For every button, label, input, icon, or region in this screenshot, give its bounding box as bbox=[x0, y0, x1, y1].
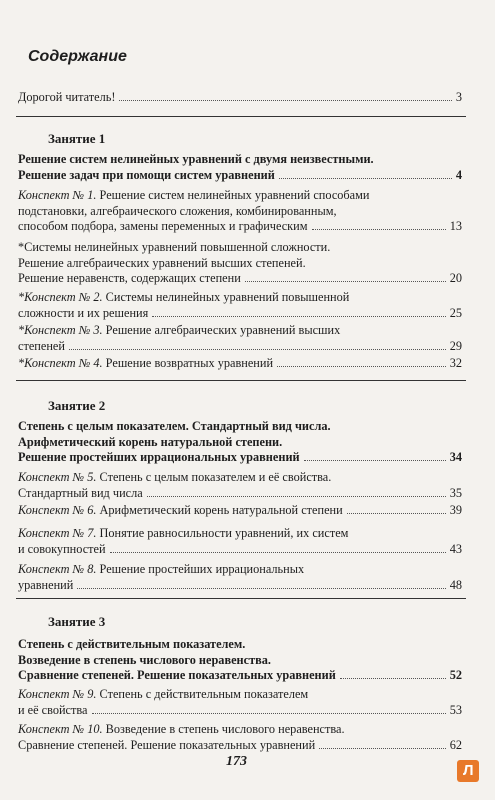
toc-page-number: 52 bbox=[449, 668, 462, 682]
toc-entry bbox=[18, 503, 462, 519]
konspekt-label: *Конспект № 3. bbox=[18, 323, 103, 337]
toc-line: Степень с целым показателем и её свойства. bbox=[96, 470, 332, 484]
toc-page-number: 53 bbox=[449, 702, 462, 717]
toc-page-number: 43 bbox=[449, 541, 462, 556]
publisher-logo-icon bbox=[457, 760, 479, 782]
leader-dots bbox=[279, 177, 452, 179]
leader-dots bbox=[347, 512, 446, 514]
leader-dots bbox=[340, 677, 446, 679]
toc-entry bbox=[18, 470, 462, 501]
toc-entry-intro bbox=[18, 90, 462, 106]
toc-line: степеней bbox=[18, 338, 65, 353]
section-heading-2: Занятие 2 bbox=[48, 398, 106, 413]
toc-line: Степень с действительным показателем. bbox=[18, 637, 246, 651]
toc-line: Возведение в степень числового неравенства. bbox=[18, 652, 271, 667]
toc-line: Сравнение степеней. Решение показательных уравнений bbox=[18, 737, 316, 752]
konspekt-label: *Конспект № 2. bbox=[18, 290, 103, 304]
toc-line: Степень с целым показателем. Стандартный вид числа. bbox=[18, 419, 331, 433]
toc-line: Решение неравенств, содержащих степени bbox=[18, 271, 241, 285]
leader-dots bbox=[304, 459, 446, 461]
section-divider bbox=[16, 116, 466, 117]
leader-dots bbox=[319, 747, 446, 749]
toc-entry bbox=[18, 687, 462, 718]
leader-dots bbox=[69, 348, 446, 350]
toc-line: Возведение в степень числового неравенства. bbox=[102, 722, 345, 736]
leader-dots bbox=[245, 280, 446, 282]
toc-page-number: 3 bbox=[455, 90, 462, 104]
toc-line: Решение систем нелинейных уравнений с двумя неизвестными. bbox=[18, 152, 374, 166]
toc-entry-text: Дорогой читатель! bbox=[18, 90, 116, 104]
toc-line: Арифметический корень натуральной степени bbox=[96, 503, 343, 517]
leader-dots bbox=[277, 365, 446, 367]
toc-line: и совокупностей bbox=[18, 541, 106, 556]
toc-line: Решение алгебраических уравнений высших bbox=[102, 323, 341, 337]
toc-entry bbox=[18, 419, 462, 466]
page-title: Содержание bbox=[28, 48, 127, 65]
toc-line: Понятие равносильности уравнений, их систем bbox=[96, 526, 349, 540]
toc-page-number: 34 bbox=[449, 450, 462, 464]
section-heading-3: Занятие 3 bbox=[48, 614, 106, 629]
toc-page-number: 4 bbox=[455, 167, 462, 182]
toc-entry bbox=[18, 152, 462, 183]
toc-page-number: 29 bbox=[449, 338, 462, 353]
leader-dots bbox=[110, 551, 446, 553]
toc-line: Арифметический корень натуральной степени. bbox=[18, 434, 283, 449]
section-heading-1: Занятие 1 bbox=[48, 131, 106, 146]
konspekt-label: Конспект № 6. bbox=[18, 503, 97, 517]
toc-line: Решение простейших иррациональных bbox=[96, 562, 305, 576]
toc-line: Решение простейших иррациональных уравнений bbox=[18, 450, 300, 464]
toc-line: способом подбора, замены переменных и графическим bbox=[18, 219, 308, 233]
toc-entry bbox=[18, 290, 462, 321]
toc-entry bbox=[18, 526, 462, 557]
toc-line: Степень с действительным показателем bbox=[96, 687, 309, 701]
logo-letter: Л bbox=[463, 762, 474, 779]
toc-page-number: 13 bbox=[449, 219, 462, 233]
toc-line: Сравнение степеней. Решение показательных уравнений bbox=[18, 668, 336, 682]
toc-page-number: 39 bbox=[449, 503, 462, 517]
toc-page-number: 32 bbox=[449, 356, 462, 370]
leader-dots bbox=[312, 228, 446, 230]
toc-line: Решение систем нелинейных уравнений способами bbox=[96, 188, 370, 202]
toc-line: подстановки, алгебраического сложения, комбинированным, bbox=[18, 203, 337, 218]
konspekt-label: Конспект № 10. bbox=[18, 722, 103, 736]
toc-entry bbox=[18, 356, 462, 372]
leader-dots bbox=[77, 587, 445, 589]
toc-line: *Системы нелинейных уравнений повышенной сложности. bbox=[18, 240, 331, 254]
toc-page-number: 35 bbox=[449, 485, 462, 500]
leader-dots bbox=[152, 315, 445, 317]
page-number: 173 bbox=[226, 754, 247, 769]
toc-line: Стандартный вид числа bbox=[18, 485, 143, 500]
leader-dots bbox=[119, 99, 451, 101]
toc-line: Системы нелинейных уравнений повышенной bbox=[102, 290, 350, 304]
toc-line: Решение возвратных уравнений bbox=[102, 356, 274, 370]
leader-dots bbox=[147, 495, 446, 497]
section-divider bbox=[16, 380, 466, 381]
toc-entry bbox=[18, 637, 462, 684]
toc-line: и её свойства bbox=[18, 702, 88, 717]
toc-page-number: 25 bbox=[449, 305, 462, 320]
toc-page-number: 20 bbox=[449, 271, 462, 285]
leader-dots bbox=[92, 712, 446, 714]
toc-page-number: 48 bbox=[449, 577, 462, 592]
toc-page-number: 62 bbox=[449, 737, 462, 752]
section-divider bbox=[16, 598, 466, 599]
konspekt-label: Конспект № 1. bbox=[18, 188, 97, 202]
konspekt-label: Конспект № 8. bbox=[18, 562, 97, 576]
toc-line: уравнений bbox=[18, 577, 74, 592]
konspekt-label: Конспект № 7. bbox=[18, 526, 97, 540]
toc-line: сложности и их решения bbox=[18, 305, 149, 320]
toc-entry bbox=[18, 240, 462, 287]
konspekt-label: Конспект № 9. bbox=[18, 687, 97, 701]
konspekt-label: Конспект № 5. bbox=[18, 470, 97, 484]
toc-line: Решение задач при помощи систем уравнений bbox=[18, 167, 275, 182]
konspekt-label: *Конспект № 4. bbox=[18, 356, 103, 370]
toc-entry bbox=[18, 323, 462, 354]
toc-entry bbox=[18, 722, 462, 753]
toc-entry bbox=[18, 188, 462, 235]
toc-line: Решение алгебраических уравнений высших степеней. bbox=[18, 255, 306, 270]
toc-entry bbox=[18, 562, 462, 593]
